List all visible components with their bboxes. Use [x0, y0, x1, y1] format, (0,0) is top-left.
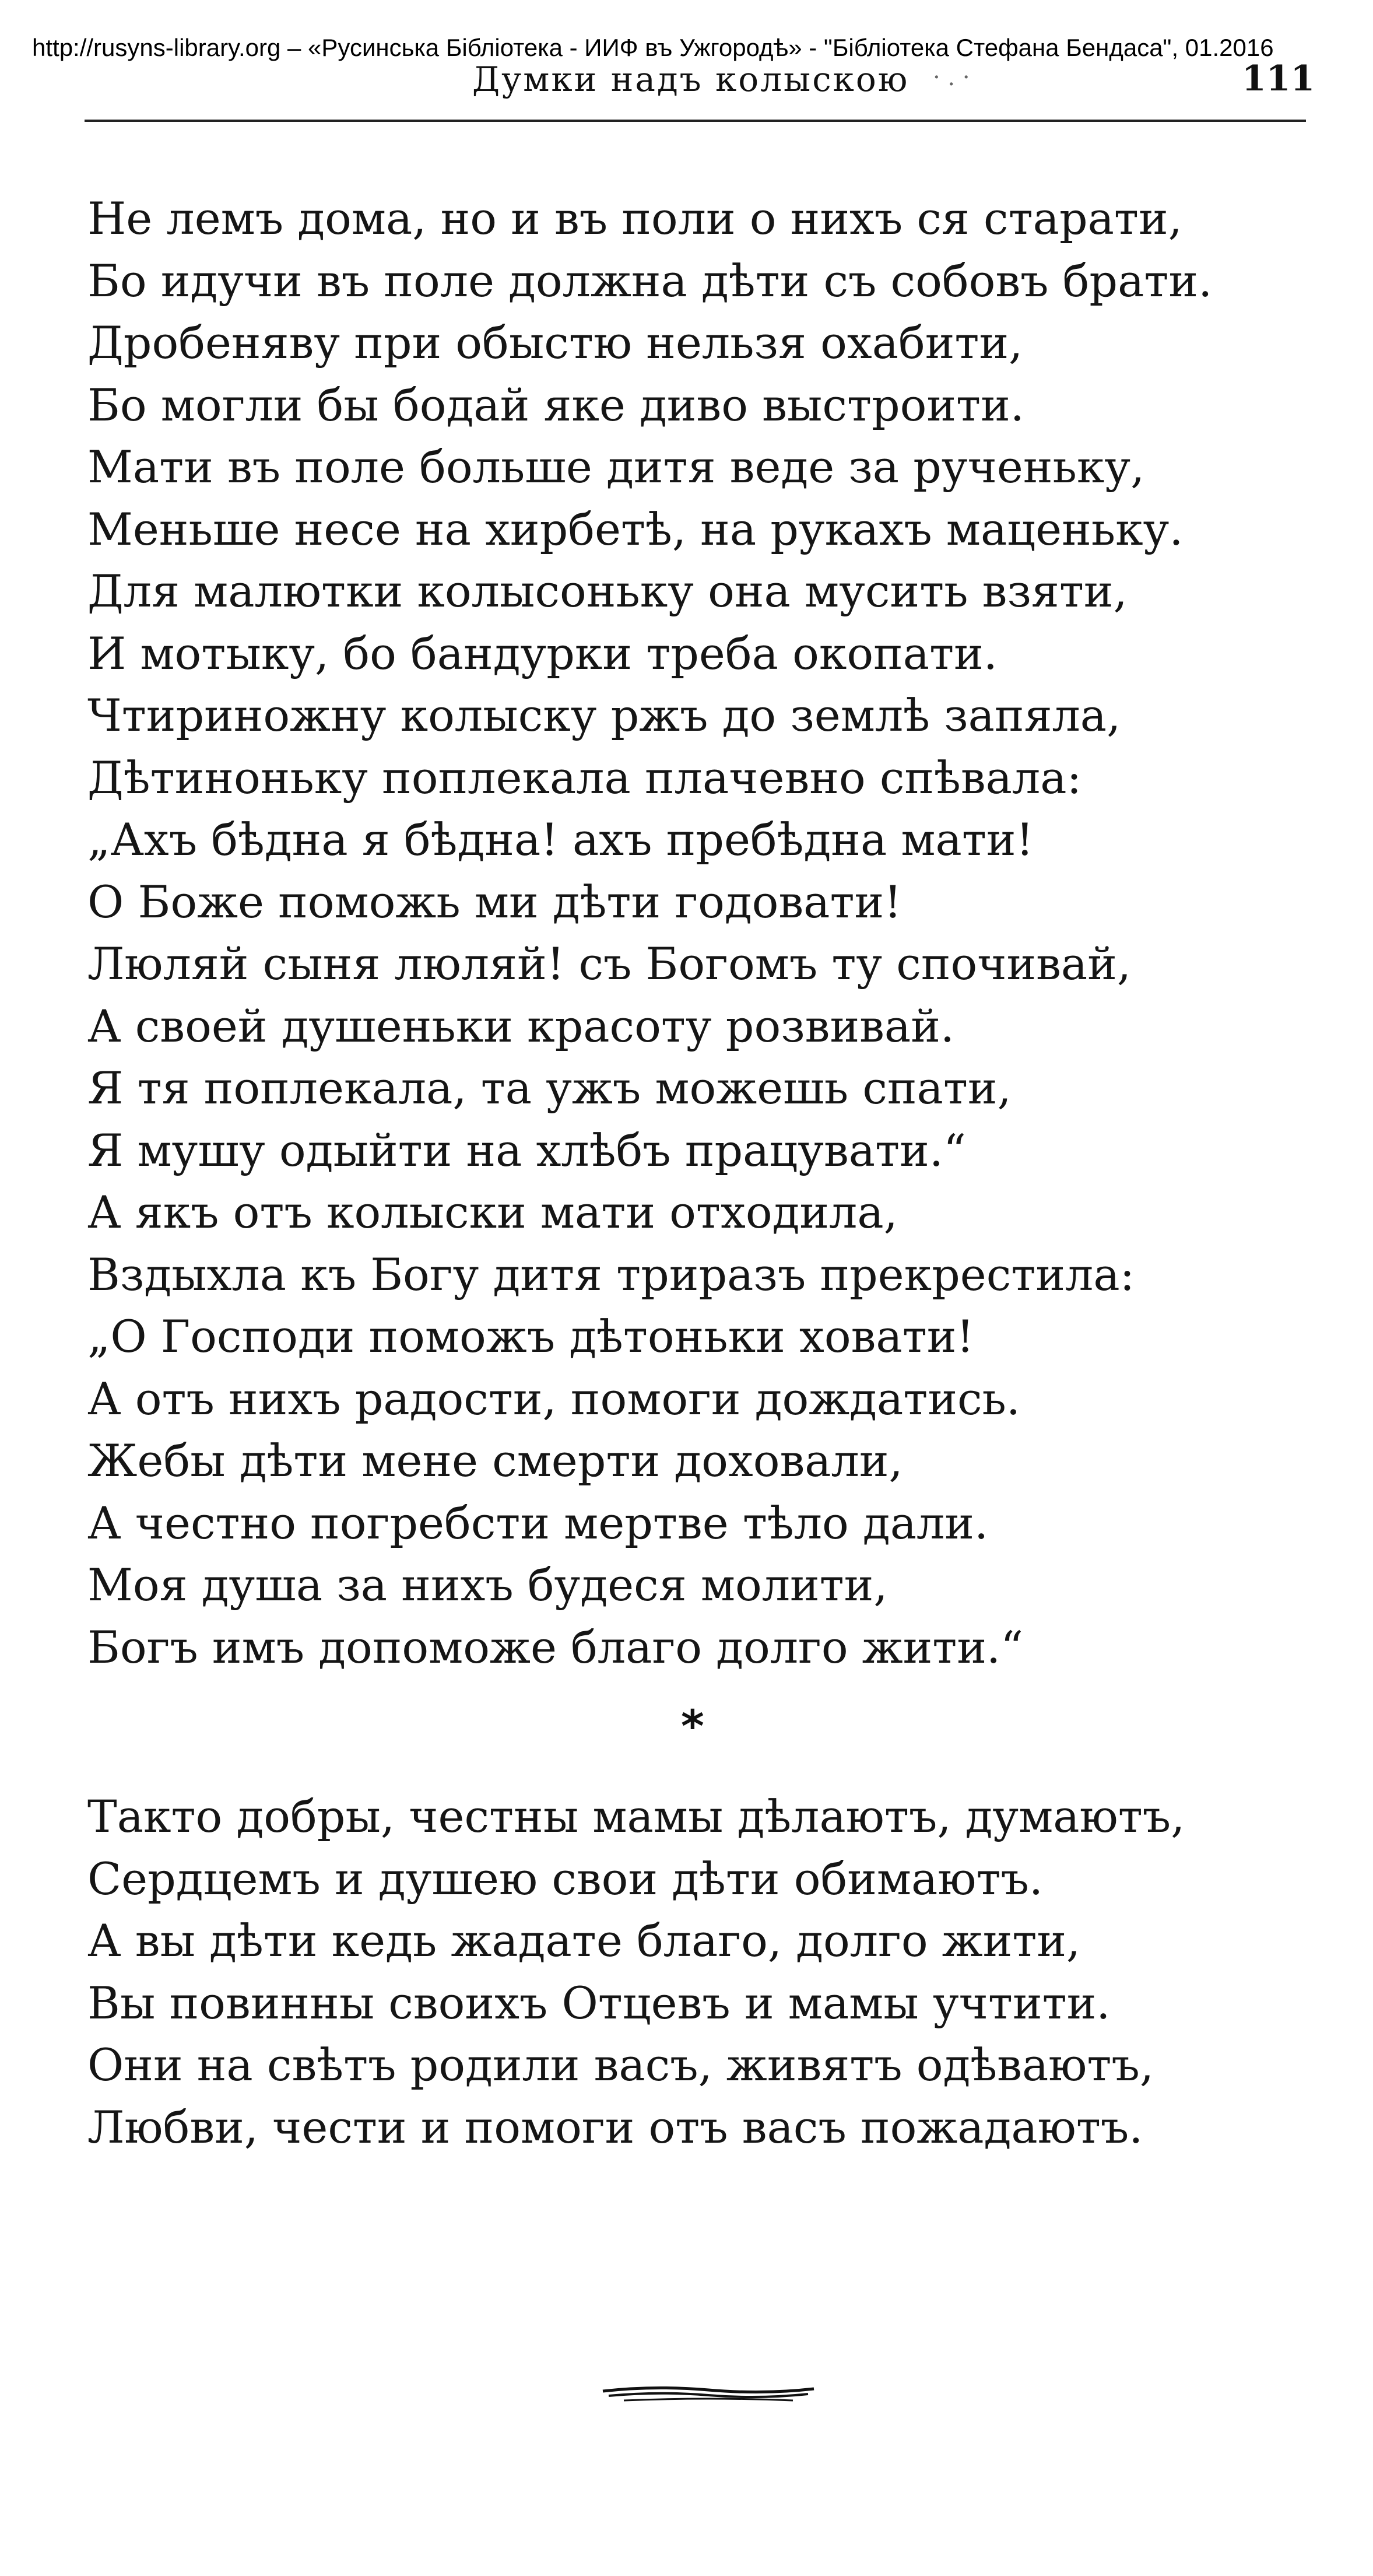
- page-number: 111: [1242, 58, 1315, 99]
- verse-line: Дѣтиноньку поплекала плачевно спѣвала:: [87, 751, 1082, 804]
- verse-line: Меньше несе на хирбетѣ, на рукахъ маценьку.: [87, 503, 1184, 555]
- verse-line: Для малютки колысоньку она мусить взяти,: [87, 565, 1128, 617]
- verse-line: И мотыку, бо бандурки треба окопати.: [87, 627, 998, 679]
- verse-line: Вы повинны своихъ Отцевъ и мамы учтити.: [87, 1976, 1111, 2029]
- verse-line: А своей душеньки красоту розвивай.: [87, 1000, 955, 1052]
- verse-line: Не лемъ дома, но и въ поли о нихъ ся старати,: [87, 192, 1182, 244]
- header-rule: [85, 120, 1306, 122]
- verse-line: А якъ отъ колыски мати отходила,: [87, 1186, 898, 1238]
- scan-speck-decoration: · . ·: [933, 64, 970, 91]
- poem-part-1: [87, 188, 1212, 1678]
- verse-line: А отъ нихъ радости, помоги дождатись.: [87, 1372, 1021, 1425]
- verse-line: Жебы дѣти мене смерти доховали,: [87, 1435, 903, 1487]
- verse-line: „Ахъ бѣдна я бѣдна! ахъ пребѣдна мати!: [87, 814, 1034, 865]
- verse-line: Я тя поплекала, та ужъ можешь спати,: [87, 1062, 1012, 1114]
- end-ornament: [601, 2379, 816, 2405]
- running-head: [0, 58, 1315, 105]
- verse-line: Они на свѣтъ родили васъ, живятъ одѣваютъ,: [87, 2039, 1154, 2091]
- verse-line: Такто добры, честны мамы дѣлаютъ, думаютъ,: [87, 1790, 1185, 1842]
- poem-part-2: [87, 1786, 1185, 2158]
- verse-line: Люляй сыня люляй! съ Богомъ ту спочивай,: [87, 938, 1132, 990]
- verse-line: А честно погребсти мертве тѣло дали.: [87, 1496, 989, 1549]
- verse-line: Мати въ поле больше дитя веде за рученьку,: [87, 441, 1145, 493]
- running-head-title: Думки надъ колыскою: [472, 59, 910, 99]
- verse-line: „О Господи поможъ дѣтоньки ховати!: [87, 1310, 974, 1362]
- verse-line: А вы дѣти кедь жадате благо, долго жити,: [87, 1915, 1081, 1967]
- verse-line: О Боже поможь ми дѣти годовати!: [87, 875, 902, 928]
- verse-line: Я мушу одыйти на хлѣбъ працувати.“: [87, 1124, 966, 1176]
- verse-line: Дробеняву при обыстю нельзя охабити,: [87, 317, 1023, 369]
- verse-line: Моя душа за нихъ будеся молити,: [87, 1559, 888, 1611]
- verse-line: Сердцемъ и душею свои дѣти обимаютъ.: [87, 1852, 1044, 1905]
- verse-line: Богъ имъ допоможе благо долго жити.“: [87, 1621, 1024, 1673]
- verse-line: Любви, чести и помоги отъ васъ пожадаютъ.: [87, 2101, 1143, 2153]
- verse-line: Бо идучи въ поле должна дѣти съ собовъ брати.: [87, 254, 1213, 307]
- verse-line: Бо могли бы бодай яке диво выстроити.: [87, 378, 1024, 431]
- verse-line: Вздыхла къ Богу дитя триразъ прекрестила:: [87, 1248, 1135, 1301]
- verse-line: Чтириножну колыску ржъ до землѣ запяла,: [87, 689, 1121, 741]
- source-attribution-line: http://rusyns-library.org – «Русинська Бібліотека - ИИФ въ Ужгородѣ» - "Бібліотека Стефана Бендаса", 01.2016: [32, 34, 1274, 61]
- section-divider-asterisk: *: [681, 1700, 704, 1752]
